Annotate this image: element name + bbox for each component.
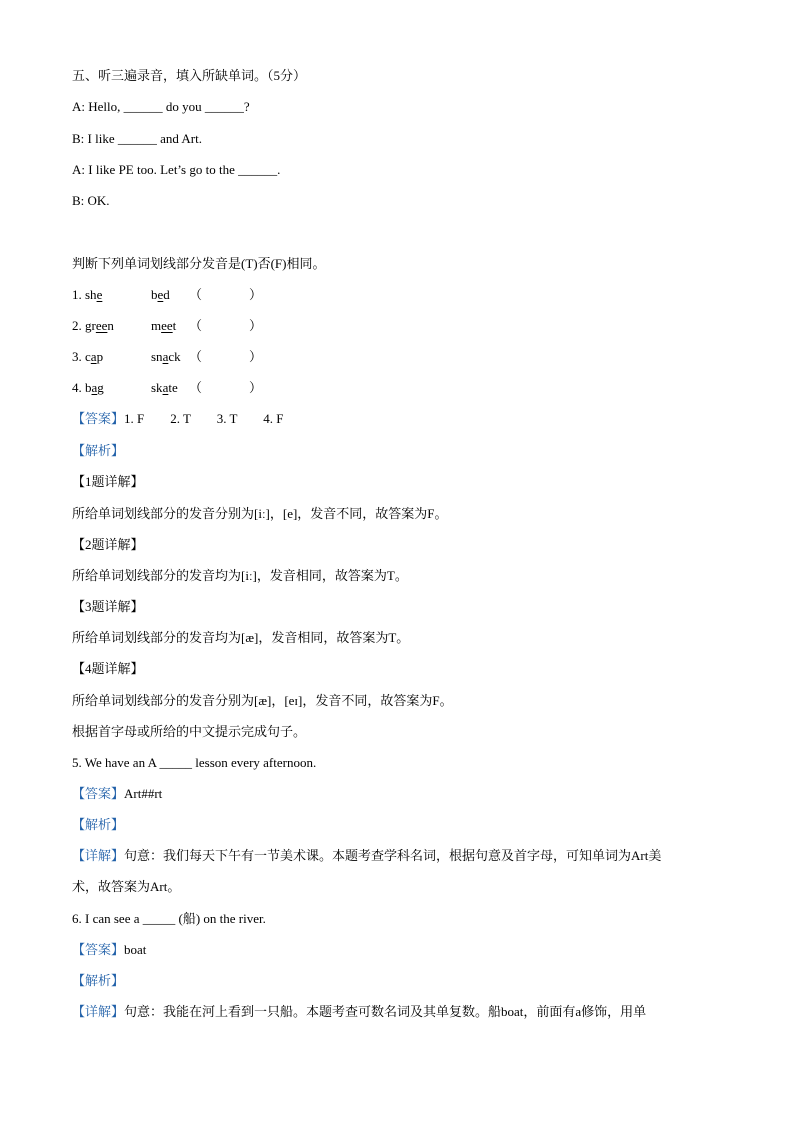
q6-answer (72, 941, 146, 959)
word-1: she (85, 287, 103, 302)
q6-analysis-tag: 【解析】 (72, 973, 125, 988)
item-number: 4. (72, 380, 85, 395)
underlined-part: ee (95, 318, 108, 333)
underlined-part: a (162, 380, 169, 395)
pron-answer (72, 410, 283, 428)
detail-1-text: 所给单词划线部分的发音分别为[iː]，[e]，发音不同，故答案为F。 (72, 506, 448, 521)
underlined-part: a (91, 380, 98, 395)
answer-text: Art##rt (124, 786, 163, 801)
detail-text: 句意：我们每天下午有一节美术课。本题考查学科名词，根据句意及首字母，可知单词为Art美 (124, 848, 662, 863)
detail-2-tag: 【2题详解】 (72, 537, 144, 552)
word-2: meet (151, 318, 177, 333)
answer-blank: （ (189, 380, 203, 395)
question-5: 5. We have an A _____ lesson every afternoon. (72, 755, 317, 770)
word-2: snack (151, 349, 181, 364)
pron-item-3: 3. cap snack （ ） (72, 349, 263, 364)
word-1: green (85, 318, 114, 333)
answer-tag: 【答案】 (72, 786, 125, 801)
dialogue-line-1: A: Hello, ______ do you ______? (72, 99, 250, 114)
underlined-part: a (162, 349, 169, 364)
detail-3-text: 所给单词划线部分的发音均为[æ]，发音相同，故答案为T。 (72, 630, 410, 645)
q5-analysis-tag: 【解析】 (72, 817, 125, 832)
pron-item-2: 2. green meet （ ） (72, 318, 263, 333)
answer-blank: （ (189, 349, 203, 364)
pron-item-1: 1. she bed （ ） (72, 287, 263, 302)
q5-answer (72, 785, 162, 803)
answer-tag: 【答案】 (72, 942, 125, 957)
detail-tag: 【详解】 (72, 848, 125, 863)
section-heading: 五、听三遍录音，填入所缺单词。（5分） (72, 68, 307, 83)
pron-analysis-tag: 【解析】 (72, 443, 125, 458)
q6-detail-line-1 (72, 1003, 646, 1021)
underlined-part: ee (161, 318, 173, 333)
dialogue-line-4: B: OK. (72, 193, 110, 208)
answer-text: boat (124, 942, 147, 957)
q5-detail-line-2: 术，故答案为Art。 (72, 879, 181, 894)
dialogue-line-2: B: I like ______ and Art. (72, 131, 202, 146)
answer-blank: （ (189, 287, 203, 302)
detail-text: 句意：我能在河上看到一只船。本题考查可数名词及其单复数。船boat，前面有a修饰，用单 (124, 1004, 647, 1019)
detail-4-tag: 【4题详解】 (72, 661, 144, 676)
question-6: 6. I can see a _____ (船) on the river. (72, 911, 266, 926)
detail-1-tag: 【1题详解】 (72, 474, 144, 489)
item-number: 2. (72, 318, 85, 333)
word-1: cap (85, 349, 104, 364)
answer-tag: 【答案】 (72, 411, 125, 426)
item-number: 1. (72, 287, 85, 302)
detail-4-text: 所给单词划线部分的发音分别为[æ]，[eɪ]，发音不同，故答案为F。 (72, 693, 453, 708)
detail-tag: 【详解】 (72, 1004, 125, 1019)
item-number: 3. (72, 349, 85, 364)
word-2: skate (151, 380, 178, 395)
pron-item-4: 4. bag skate （ ） (72, 380, 263, 395)
underlined-part: a (90, 349, 97, 364)
detail-2-text: 所给单词划线部分的发音均为[iː]，发音相同，故答案为T。 (72, 568, 408, 583)
word-1: bag (85, 380, 104, 395)
q5-detail-line-1 (72, 847, 661, 865)
pronunciation-instruction: 判断下列单词划线部分发音是(T)否(F)相同。 (72, 256, 326, 271)
answer-blank: （ (189, 318, 203, 333)
detail-3-tag: 【3题详解】 (72, 599, 144, 614)
word-2: bed (151, 287, 170, 302)
underlined-part: e (96, 287, 103, 302)
fill-instruction: 根据首字母或所给的中文提示完成句子。 (72, 724, 307, 739)
underlined-part: e (157, 287, 164, 302)
answer-text: 1. F 2. T 3. T 4. F (124, 411, 284, 426)
dialogue-line-3: A: I like PE too. Let’s go to the ______. (72, 162, 281, 177)
